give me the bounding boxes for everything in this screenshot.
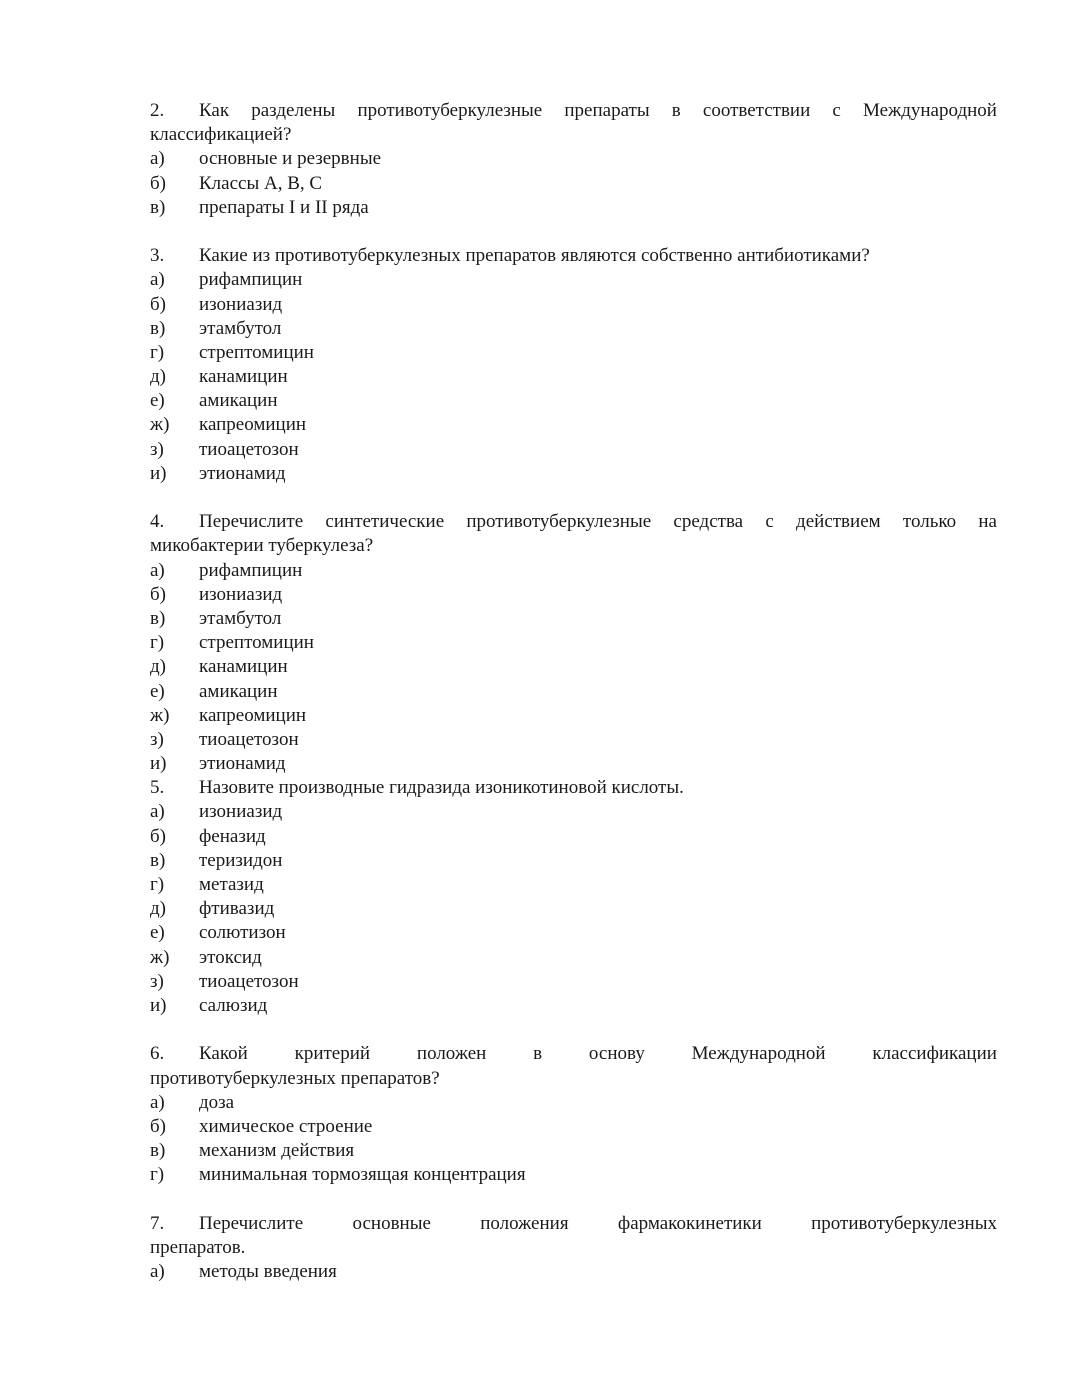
question-word: положен [416, 1043, 487, 1065]
answer-option [150, 921, 997, 945]
option-letter: д) [150, 656, 166, 678]
question-number: 6. [150, 1043, 165, 1065]
answer-option [150, 559, 997, 583]
option-text: канамицин [199, 366, 288, 388]
question-line [150, 123, 997, 147]
option-letter: д) [150, 366, 166, 388]
question-word: в [671, 100, 681, 121]
option-text: доза [199, 1091, 235, 1113]
question-text-justified [199, 510, 997, 534]
question-block [150, 1212, 997, 1285]
question-block [150, 244, 997, 486]
answer-option [150, 704, 997, 728]
answer-option [150, 849, 997, 873]
answer-option [150, 631, 997, 655]
option-text: рифампицин [199, 559, 303, 581]
option-text: этамбутол [199, 607, 282, 629]
question-text-justified [199, 99, 997, 123]
question-word: на [978, 511, 997, 533]
answer-option [150, 873, 997, 897]
question-word: с [832, 100, 841, 121]
question-text-justified [199, 1212, 997, 1236]
option-letter: б) [150, 825, 166, 847]
answer-option [150, 897, 997, 921]
blank-line [150, 220, 997, 244]
option-letter: в) [150, 196, 166, 218]
option-text: тиоацетозон [199, 728, 299, 750]
option-letter: з) [150, 728, 164, 750]
question-word: классификации [872, 1043, 997, 1065]
option-text: препараты I и II ряда [199, 196, 369, 218]
option-text: капреомицин [199, 704, 307, 726]
option-text: этионамид [199, 753, 286, 775]
question-word: Международной [691, 1043, 826, 1065]
option-text: изониазид [199, 293, 283, 315]
question-word: Перечислите [199, 1212, 304, 1234]
option-letter: в) [150, 1140, 166, 1162]
question-line [150, 1212, 997, 1236]
question-word: в [533, 1043, 543, 1065]
question-word: Как [199, 100, 230, 121]
answer-option [150, 172, 997, 196]
option-text: тиоацетозон [199, 970, 299, 992]
option-text: изониазид [199, 801, 283, 823]
option-text: капреомицин [199, 414, 307, 436]
option-text: этионамид [199, 462, 286, 484]
question-word: с [765, 511, 774, 533]
answer-option [150, 268, 997, 292]
option-letter: б) [150, 172, 166, 194]
option-letter: в) [150, 317, 166, 339]
question-word: препараты [564, 100, 650, 121]
question-word: положения [480, 1212, 569, 1234]
answer-option [150, 1163, 997, 1187]
question-word: синтетические [325, 511, 445, 533]
option-text: амикацин [199, 390, 278, 412]
answer-option [150, 800, 997, 824]
option-letter: и) [150, 462, 167, 484]
answer-option [150, 1115, 997, 1139]
question-block [150, 510, 997, 776]
option-text: химическое строение [199, 1115, 373, 1137]
answer-option [150, 655, 997, 679]
blank-line [150, 486, 997, 510]
option-text: стрептомицин [199, 341, 314, 363]
option-text: стрептомицин [199, 632, 314, 654]
option-text: теризидон [199, 849, 283, 871]
answer-option [150, 583, 997, 607]
answer-option [150, 970, 997, 994]
answer-option [150, 752, 997, 776]
option-text: метазид [199, 874, 264, 895]
option-letter: б) [150, 1115, 166, 1137]
option-letter: а) [150, 559, 165, 581]
question-word: противотуберкулезных [811, 1212, 997, 1234]
option-text: тиоацетозон [199, 438, 299, 460]
option-letter: ж) [150, 946, 170, 968]
question-line [150, 510, 997, 534]
option-letter: а) [150, 148, 165, 170]
answer-option [150, 438, 997, 462]
option-letter: в) [150, 607, 166, 629]
answer-option [150, 1260, 997, 1284]
answer-option [150, 317, 997, 341]
question-number: 2. [150, 100, 165, 121]
option-text: минимальная тормозящая концентрация [199, 1164, 526, 1186]
answer-option [150, 365, 997, 389]
question-line [150, 244, 997, 268]
option-letter: ж) [150, 414, 170, 436]
question-line [150, 99, 997, 123]
question-text: Назовите производные гидразида изоникотиновой кислоты. [199, 777, 684, 799]
option-letter: а) [150, 801, 165, 823]
question-number: 5. [150, 777, 165, 799]
option-letter: а) [150, 269, 165, 291]
question-word: Международной [863, 100, 997, 121]
answer-option [150, 825, 997, 849]
option-letter: б) [150, 293, 166, 315]
question-word: Перечислите [199, 511, 304, 533]
option-text: этоксид [199, 946, 262, 968]
answer-option [150, 1139, 997, 1163]
question-line [150, 534, 997, 558]
question-text-continued: микобактерии туберкулеза? [150, 535, 374, 557]
option-text: амикацин [199, 680, 278, 702]
answer-option [150, 728, 997, 752]
option-text: механизм действия [199, 1140, 355, 1162]
option-letter: а) [150, 1261, 165, 1282]
question-word: противотуберкулезные [357, 100, 543, 121]
answer-option [150, 389, 997, 413]
option-text: канамицин [199, 656, 288, 678]
blank-line [150, 1187, 997, 1211]
question-line [150, 1067, 997, 1091]
question-text-continued: классификацией? [150, 124, 292, 146]
question-word: Какой [199, 1043, 248, 1065]
option-letter: г) [150, 341, 165, 363]
answer-option [150, 293, 997, 317]
question-word: средства [673, 511, 744, 533]
option-letter: е) [150, 922, 165, 944]
question-word: разделены [251, 100, 336, 121]
option-letter: з) [150, 970, 164, 992]
answer-option [150, 341, 997, 365]
question-block [150, 99, 997, 220]
question-block [150, 776, 997, 1018]
question-word: противотуберкулезные [466, 511, 652, 533]
question-number: 4. [150, 511, 165, 533]
question-word: основные [352, 1212, 431, 1234]
option-letter: б) [150, 583, 166, 605]
answer-option [150, 196, 997, 220]
question-number: 7. [150, 1212, 165, 1234]
answer-option [150, 413, 997, 437]
option-letter: ж) [150, 704, 170, 726]
answer-option [150, 946, 997, 970]
option-text: этамбутол [199, 317, 282, 339]
option-text: рифампицин [199, 269, 303, 291]
option-letter: в) [150, 849, 166, 871]
answer-option [150, 994, 997, 1018]
question-word: основу [588, 1043, 645, 1065]
option-text: солютизон [199, 922, 286, 944]
option-letter: е) [150, 680, 165, 702]
question-text-continued: противотуберкулезных препаратов? [150, 1067, 440, 1089]
option-letter: и) [150, 753, 167, 775]
question-word: фармакокинетики [617, 1212, 762, 1234]
answer-option [150, 147, 997, 171]
question-block [150, 1042, 997, 1187]
question-text-justified [199, 1042, 997, 1066]
option-text: изониазид [199, 583, 283, 605]
answer-option [150, 680, 997, 704]
question-word: соответствии [702, 100, 811, 121]
answer-option [150, 462, 997, 486]
option-letter: е) [150, 390, 165, 412]
option-text: феназид [199, 825, 266, 847]
option-text: основные и резервные [199, 148, 382, 170]
question-word: критерий [294, 1043, 371, 1065]
answer-option [150, 607, 997, 631]
option-letter: и) [150, 994, 167, 1016]
option-letter: г) [150, 632, 165, 654]
option-text: Классы А, В, С [199, 172, 323, 194]
option-text: салюзид [199, 994, 268, 1016]
question-line [150, 776, 997, 800]
question-word: только [902, 511, 957, 533]
document-page [150, 99, 997, 1284]
question-line [150, 1042, 997, 1066]
option-letter: а) [150, 1091, 165, 1113]
answer-option [150, 1091, 997, 1115]
question-number: 3. [150, 245, 165, 267]
option-letter: з) [150, 438, 164, 460]
option-text: фтивазид [199, 898, 275, 920]
question-text-continued: препаратов. [150, 1236, 246, 1258]
option-letter: д) [150, 898, 166, 920]
option-text: методы введения [199, 1261, 337, 1282]
question-word: действием [796, 511, 881, 533]
question-text: Какие из противотуберкулезных препаратов являются собственно антибиотиками? [199, 245, 870, 267]
blank-line [150, 1018, 997, 1042]
option-letter: г) [150, 1164, 165, 1186]
option-letter: г) [150, 874, 165, 895]
question-line [150, 1236, 997, 1260]
